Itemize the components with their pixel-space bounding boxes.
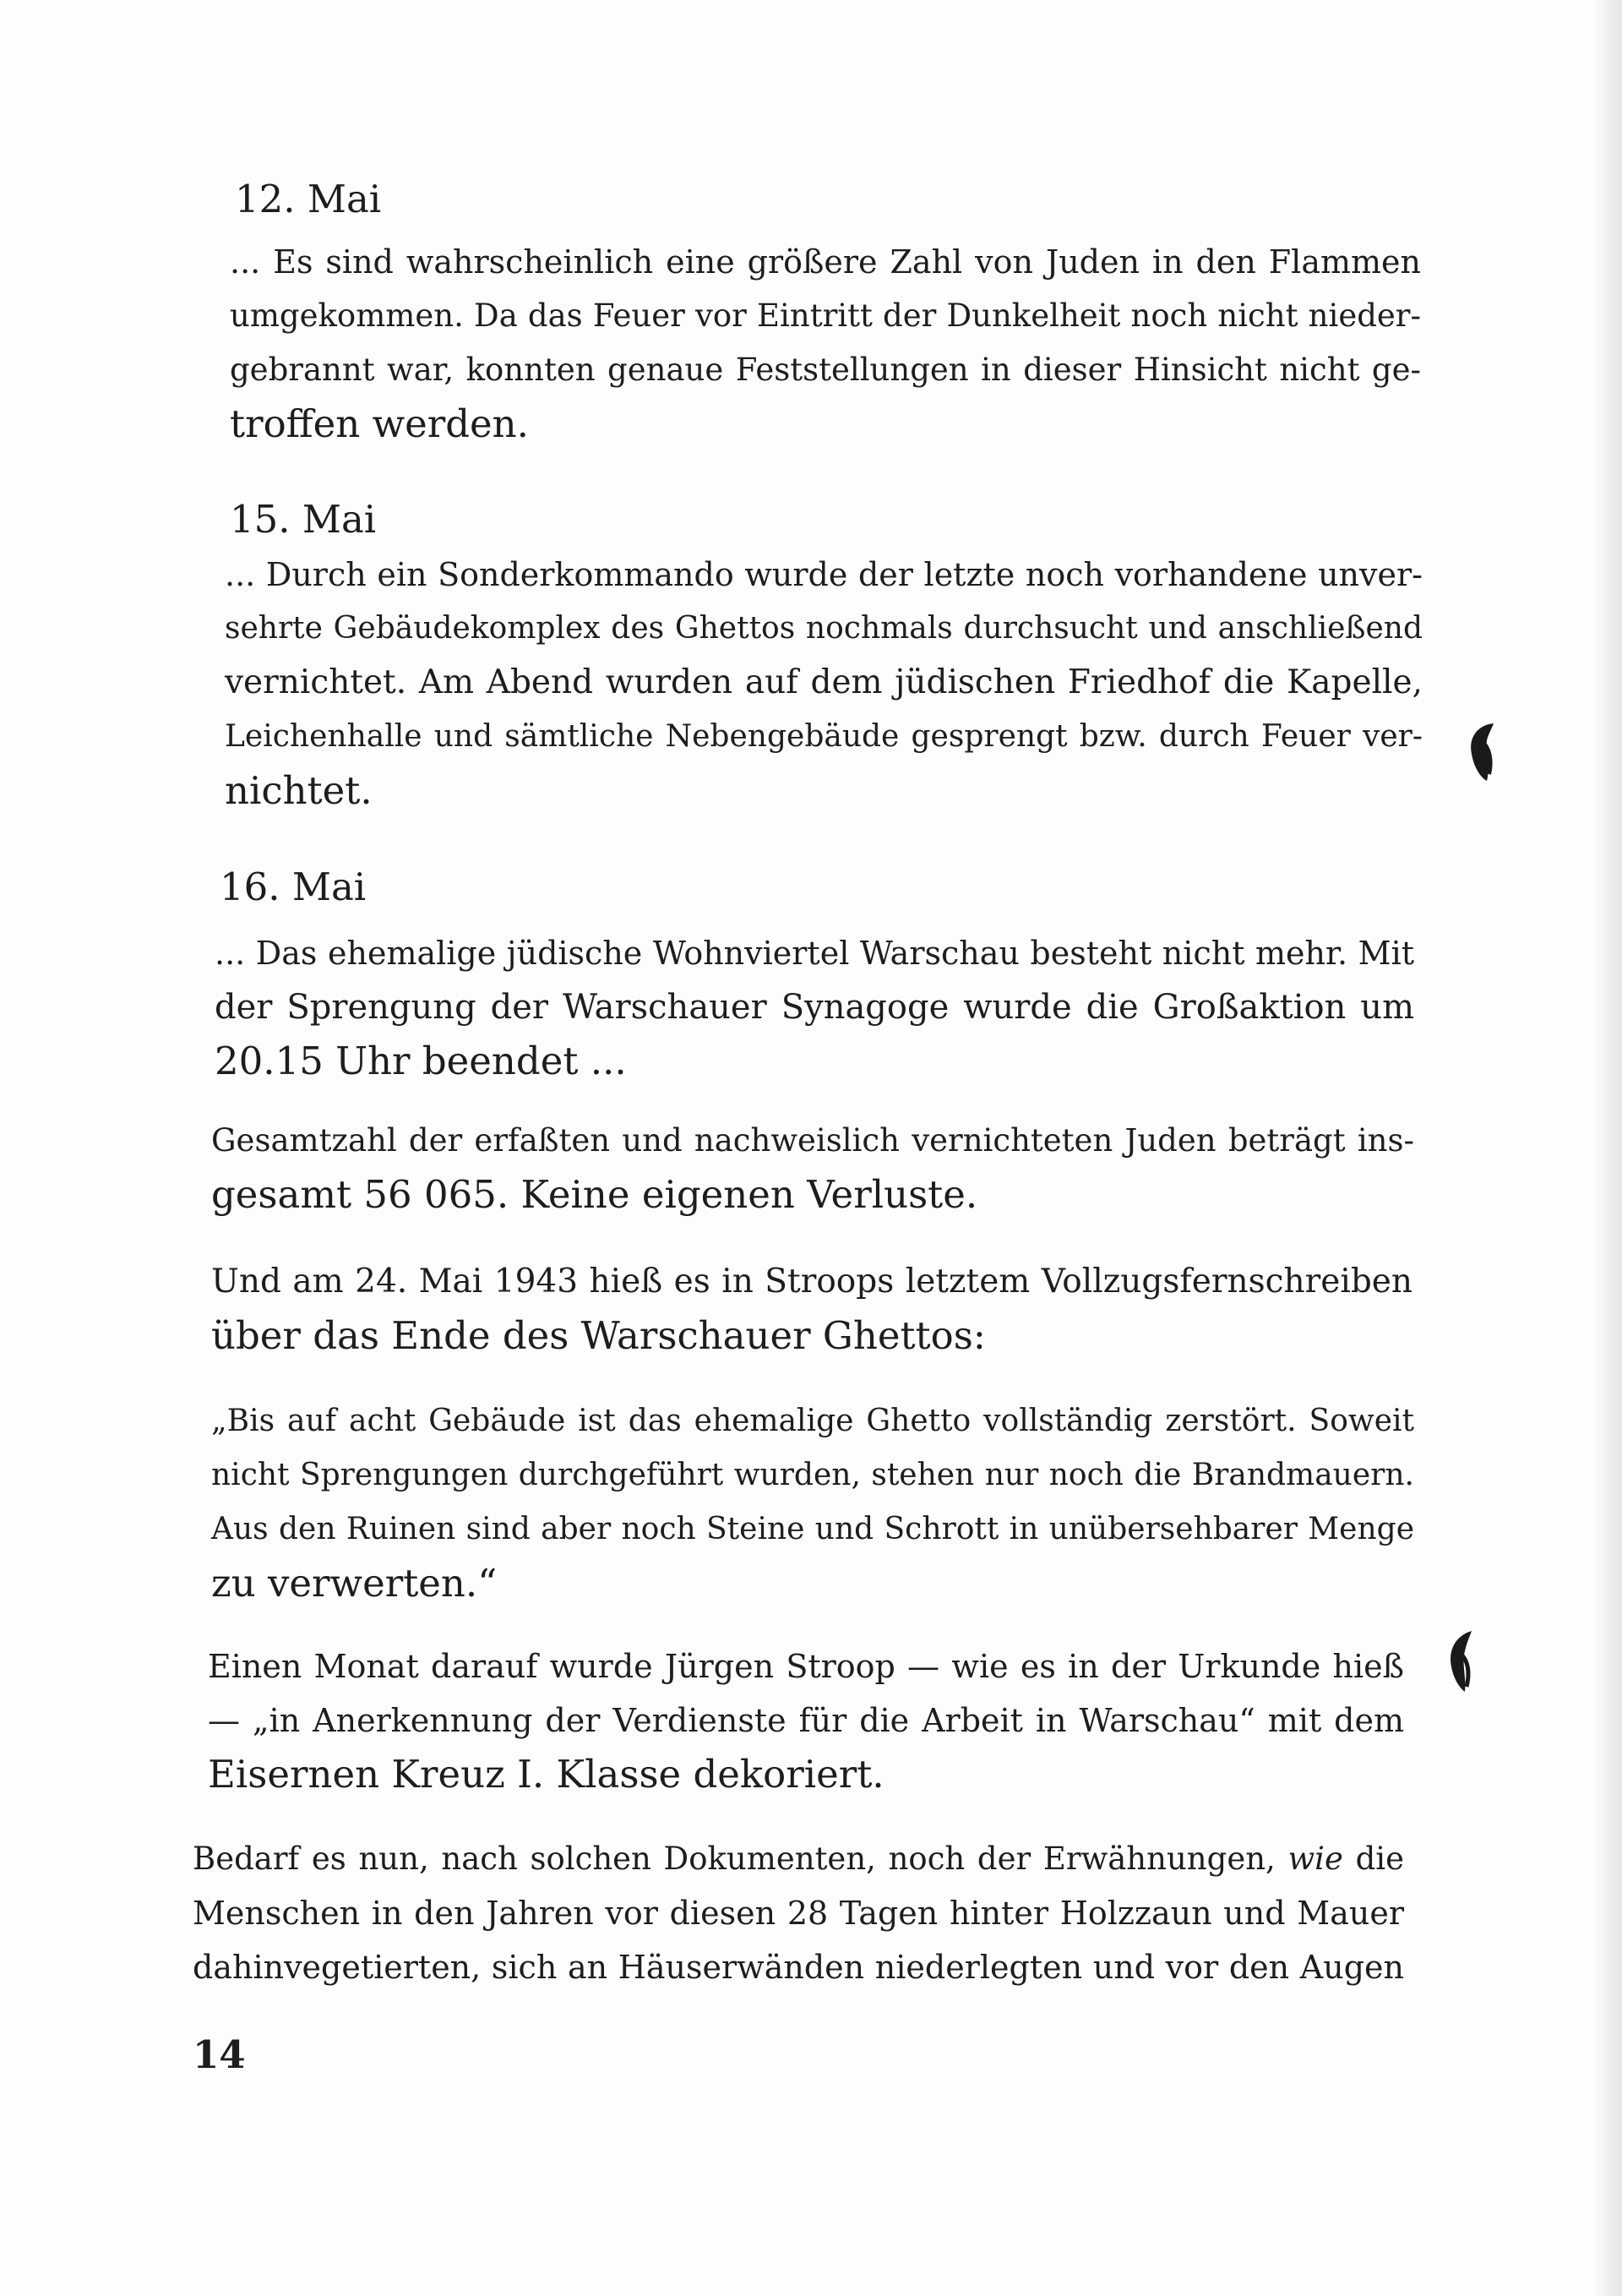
page-number: 14	[193, 2032, 246, 2077]
text-line: ... Es sind wahrscheinlich eine größere Zahl von Juden in den Flammen	[230, 243, 1421, 281]
text-segment: die	[1355, 1841, 1405, 1877]
text-line: 20.15 Uhr beendet ...	[215, 1039, 627, 1083]
text-line: Leichenhalle und sämtliche Nebengebäude gesprengt bzw. durch Feuer ver-	[225, 719, 1423, 754]
text-segment: Bedarf es nun, nach solchen Dokumenten, noch der Erwähnungen,	[193, 1841, 1276, 1877]
text-line: gebrannt war, konnten genaue Feststellungen in dieser Hinsicht nicht ge-	[230, 352, 1421, 388]
text-line: sehrte Gebäudekomplex des Ghettos nochmals durchsucht und anschließend	[225, 611, 1423, 646]
text-line: dahinvegetierten, sich an Häuserwänden niederlegten und vor den Augen	[193, 1949, 1404, 1986]
entry-date: 15. Mai	[230, 497, 377, 542]
emphasis-word: wie	[1287, 1841, 1343, 1877]
text-line: vernichtet. Am Abend wurden auf dem jüdischen Friedhof die Kapelle,	[225, 663, 1423, 701]
text-line: Und am 24. Mai 1943 hieß es in Stroops letztem Vollzugsfernschreiben	[211, 1263, 1412, 1301]
text-line	[193, 1832, 1404, 1886]
text-line: troffen werden.	[230, 401, 529, 446]
text-line: „Bis auf acht Gebäude ist das ehemalige Ghetto vollständig zerstört. Soweit	[211, 1404, 1414, 1438]
text-line: Einen Monat darauf wurde Jürgen Stroop — wie es in der Urkunde hieß	[208, 1648, 1404, 1685]
margin-mark-icon	[1461, 718, 1504, 786]
text-line: Eisernen Kreuz I. Klasse dekoriert.	[208, 1752, 884, 1797]
text-line: — „in Anerkennung der Verdienste für die Arbeit in Warschau“ mit dem	[208, 1702, 1404, 1739]
text-line: Menschen in den Jahren vor diesen 28 Tagen hinter Holzzaun und Mauer	[193, 1895, 1404, 1932]
text-line: nicht Sprengungen durchgeführt wurden, stehen nur noch die Brandmauern.	[211, 1458, 1414, 1492]
text-line: ... Das ehemalige jüdische Wohnviertel Warschau besteht nicht mehr. Mit	[215, 935, 1414, 972]
text-line: nichtet.	[225, 768, 373, 813]
page-edge-shadow	[1593, 0, 1622, 2296]
text-line: ... Durch ein Sonderkommando wurde der letzte noch vorhandene unver-	[225, 556, 1423, 593]
text-line: über das Ende des Warschauer Ghettos:	[211, 1313, 986, 1358]
entry-date: 16. Mai	[220, 864, 367, 909]
text-line: Aus den Ruinen sind aber noch Steine und Schrott in unübersehbarer Menge	[211, 1512, 1414, 1546]
text-line: zu verwerten.“	[211, 1561, 498, 1606]
margin-mark-icon	[1441, 1626, 1483, 1697]
text-line: umgekommen. Da das Feuer vor Eintritt der Dunkelheit noch nicht nieder-	[230, 297, 1421, 334]
text-line: der Sprengung der Warschauer Synagoge wurde die Großaktion um	[215, 988, 1414, 1027]
text-line: gesamt 56 065. Keine eigenen Verluste.	[211, 1172, 978, 1217]
text-line: Gesamtzahl der erfaßten und nachweislich vernichteten Juden beträgt ins-	[211, 1122, 1414, 1159]
entry-date: 12. Mai	[235, 177, 382, 221]
